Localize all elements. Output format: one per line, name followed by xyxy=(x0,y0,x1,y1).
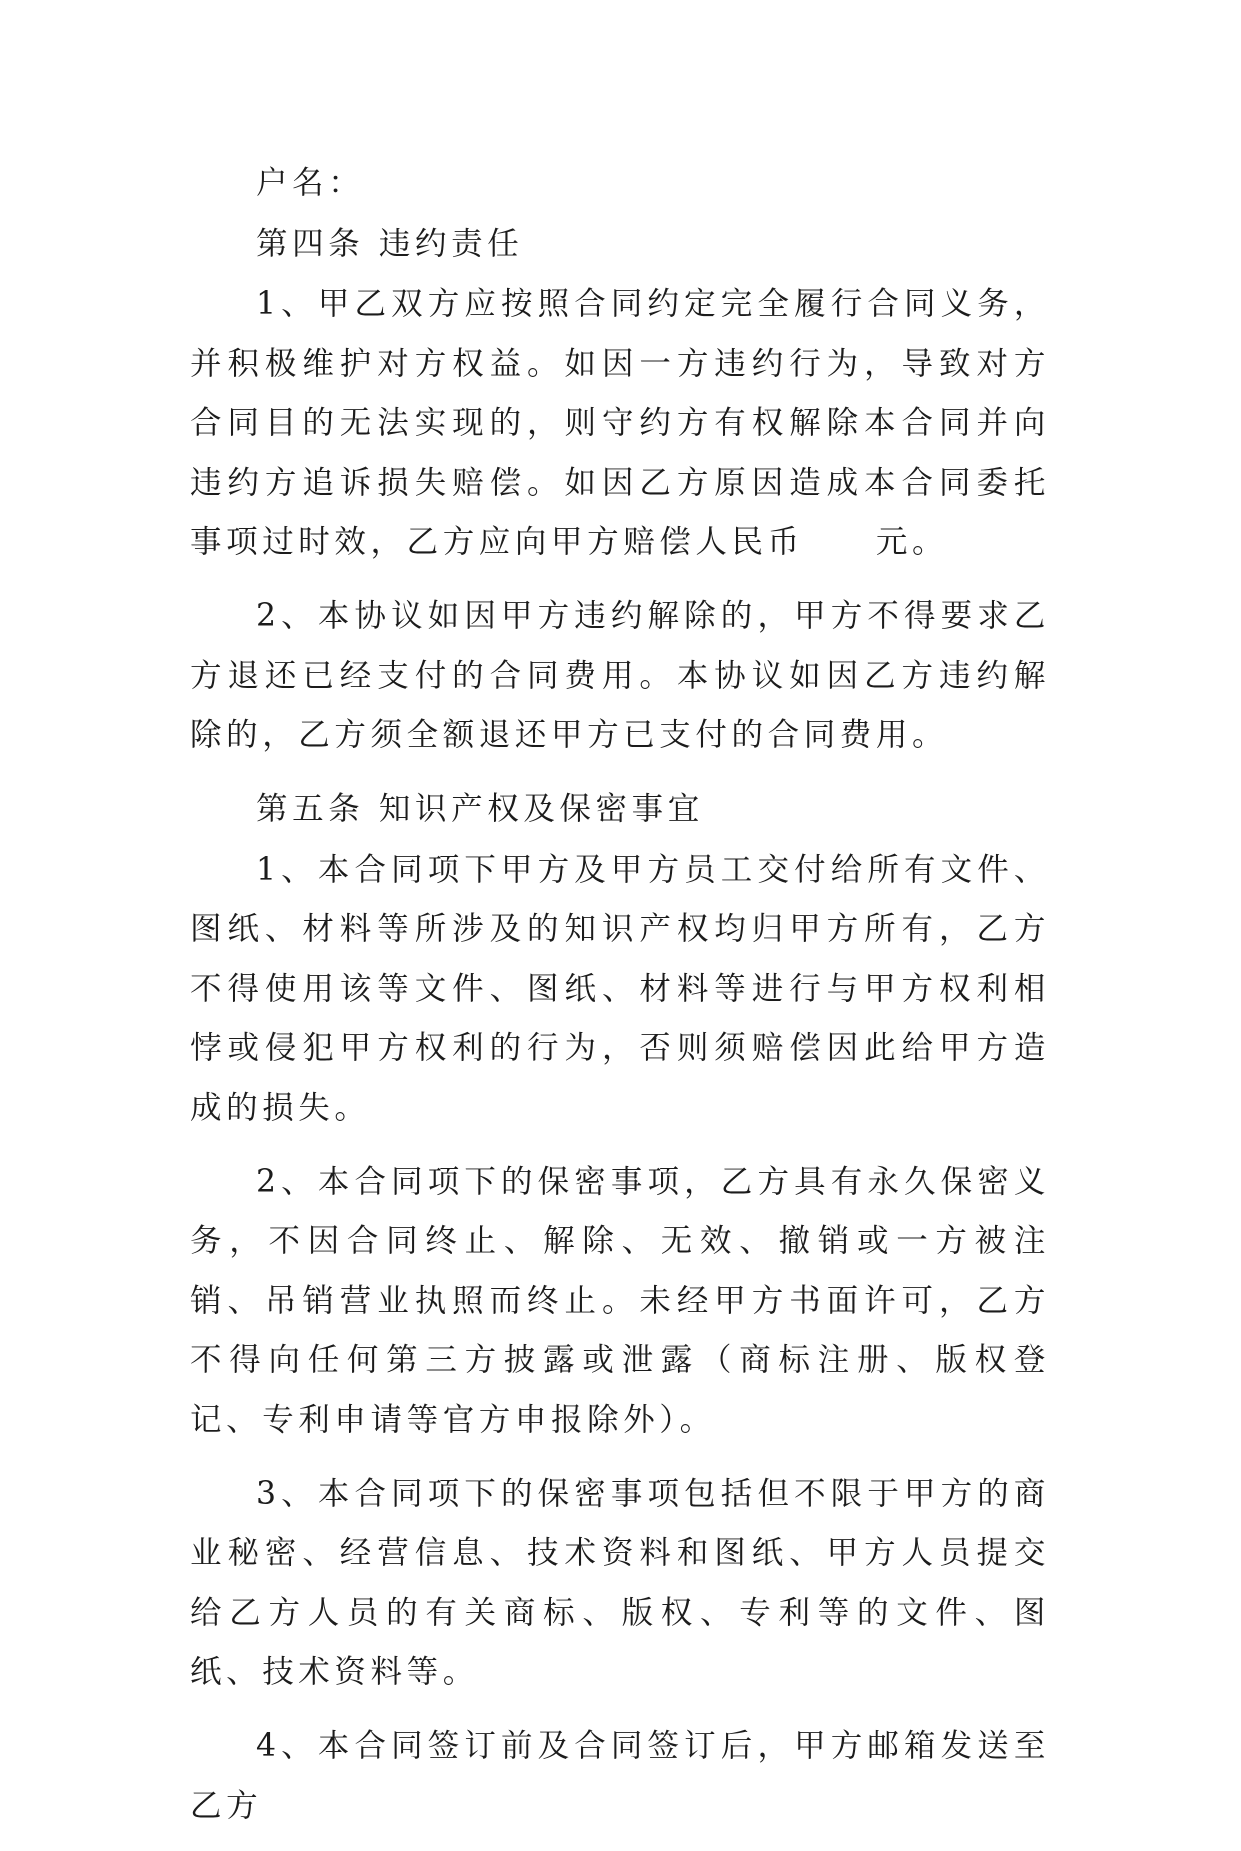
document-body xyxy=(190,154,1050,1851)
article-5-clause-4: 4、本合同签订前及合同签订后，甲方邮箱发送至乙方 xyxy=(190,1728,1050,1824)
article-5-clause-1: 1、本合同项下甲方及甲方员工交付给所有文件、图纸、材料等所涉及的知识产权均归甲方所有，乙方不得使用该等文件、图纸、材料等进行与甲方权利相悖或侵犯甲方权利的行为，否则须赔偿因此给甲方造成的损失。 xyxy=(190,851,1050,1126)
article-4-clause-1: 1、甲乙双方应按照合同约定完全履行合同义务，并积极维护对方权益。如因一方违约行为，导致对方合同目的无法实现的，则守约方有权解除本合同并向违约方追诉损失赔偿。如因乙方原因造成本合同委托事项过时效，乙方应向甲方赔偿人民币 元。 xyxy=(190,286,1050,560)
article-5-heading: 第五条 知识产权及保密事宜 xyxy=(256,791,704,827)
article-4-heading: 第四条 违约责任 xyxy=(256,225,524,262)
article-5-clause-3: 3、本合同项下的保密事项包括但不限于甲方的商业秘密、经营信息、技术资料和图纸、甲方人员提交给乙方人员的有关商标、版权、专利等的文件、图纸、技术资料等。 xyxy=(190,1475,1050,1690)
article-4-clause-2: 2、本协议如因甲方违约解除的，甲方不得要求乙方退还已经支付的合同费用。本协议如因乙方违约解除的，乙方须全额退还甲方已支付的合同费用。 xyxy=(190,598,1050,753)
account-name-line: 户名： xyxy=(256,165,365,201)
article-5-clause-2: 2、本合同项下的保密事项，乙方具有永久保密义务，不因合同终止、解除、无效、撤销或一方被注销、吊销营业执照而终止。未经甲方书面许可，乙方不得向任何第三方披露或泄露（商标注册、版权登记、专利申请等官方申报除外）。 xyxy=(190,1163,1050,1438)
